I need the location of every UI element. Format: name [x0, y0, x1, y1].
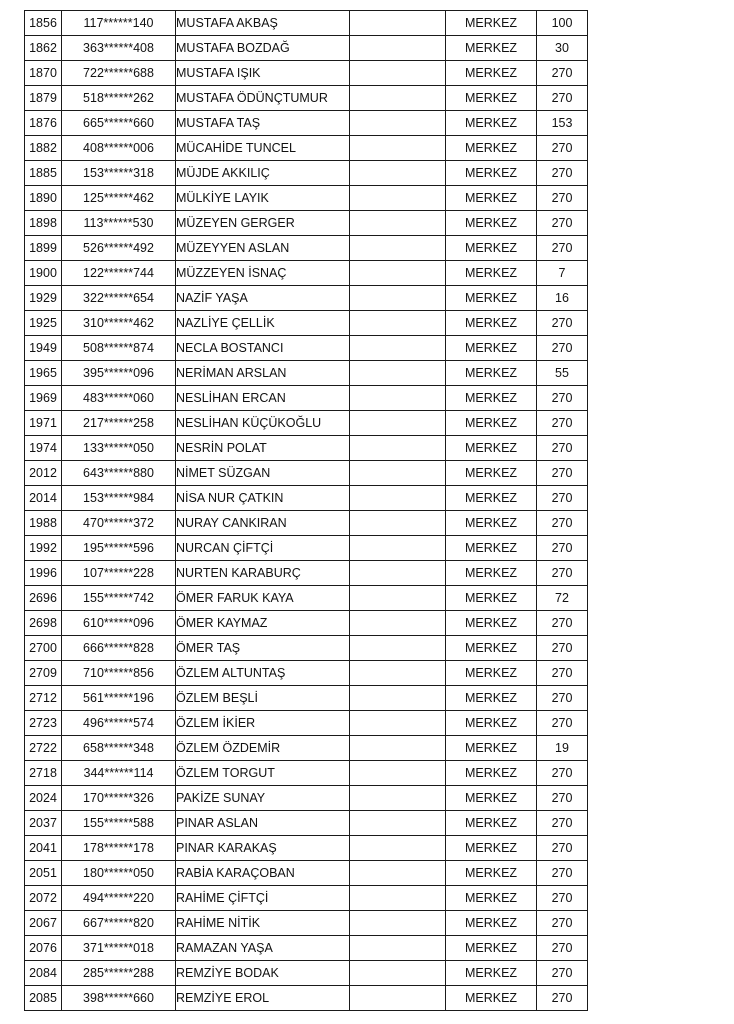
full-name: RAMAZAN YAŞA [176, 936, 350, 961]
row-number: 1974 [25, 436, 62, 461]
table-row [25, 911, 588, 936]
full-name: PAKİZE SUNAY [176, 786, 350, 811]
personnel-table [24, 10, 588, 1011]
full-name: MÜCAHİDE TUNCEL [176, 136, 350, 161]
unit-name: MERKEZ [446, 436, 537, 461]
table-row [25, 336, 588, 361]
amount-value: 270 [537, 436, 588, 461]
table-row [25, 361, 588, 386]
full-name: ÖMER KAYMAZ [176, 611, 350, 636]
empty-cell [350, 836, 446, 861]
empty-cell [350, 361, 446, 386]
masked-id-number: 395******096 [62, 361, 176, 386]
amount-value: 270 [537, 686, 588, 711]
masked-id-number: 561******196 [62, 686, 176, 711]
empty-cell [350, 36, 446, 61]
full-name: PINAR KARAKAŞ [176, 836, 350, 861]
amount-value: 270 [537, 236, 588, 261]
full-name: MUSTAFA BOZDAĞ [176, 36, 350, 61]
amount-value: 270 [537, 411, 588, 436]
table-row [25, 561, 588, 586]
full-name: REMZİYE BODAK [176, 961, 350, 986]
amount-value: 270 [537, 861, 588, 886]
full-name: NESLİHAN ERCAN [176, 386, 350, 411]
masked-id-number: 494******220 [62, 886, 176, 911]
empty-cell [350, 61, 446, 86]
unit-name: MERKEZ [446, 211, 537, 236]
masked-id-number: 496******574 [62, 711, 176, 736]
amount-value: 100 [537, 11, 588, 36]
masked-id-number: 217******258 [62, 411, 176, 436]
row-number: 2051 [25, 861, 62, 886]
amount-value: 270 [537, 886, 588, 911]
unit-name: MERKEZ [446, 86, 537, 111]
empty-cell [350, 436, 446, 461]
full-name: MÜLKİYE LAYIK [176, 186, 350, 211]
row-number: 2014 [25, 486, 62, 511]
full-name: ÖMER FARUK KAYA [176, 586, 350, 611]
row-number: 1882 [25, 136, 62, 161]
masked-id-number: 117******140 [62, 11, 176, 36]
unit-name: MERKEZ [446, 986, 537, 1011]
full-name: NİMET SÜZGAN [176, 461, 350, 486]
masked-id-number: 153******318 [62, 161, 176, 186]
full-name: ÖZLEM BEŞLİ [176, 686, 350, 711]
full-name: MUSTAFA ÖDÜNÇTUMUR [176, 86, 350, 111]
amount-value: 270 [537, 186, 588, 211]
row-number: 2712 [25, 686, 62, 711]
table-row [25, 536, 588, 561]
empty-cell [350, 161, 446, 186]
row-number: 1870 [25, 61, 62, 86]
empty-cell [350, 536, 446, 561]
masked-id-number: 285******288 [62, 961, 176, 986]
amount-value: 270 [537, 761, 588, 786]
table-body [25, 11, 588, 1011]
empty-cell [350, 961, 446, 986]
amount-value: 270 [537, 461, 588, 486]
empty-cell [350, 686, 446, 711]
empty-cell [350, 911, 446, 936]
table-row [25, 861, 588, 886]
empty-cell [350, 586, 446, 611]
table-row [25, 211, 588, 236]
table-row [25, 286, 588, 311]
amount-value: 270 [537, 161, 588, 186]
empty-cell [350, 86, 446, 111]
amount-value: 270 [537, 511, 588, 536]
masked-id-number: 658******348 [62, 736, 176, 761]
unit-name: MERKEZ [446, 786, 537, 811]
unit-name: MERKEZ [446, 411, 537, 436]
masked-id-number: 643******880 [62, 461, 176, 486]
unit-name: MERKEZ [446, 161, 537, 186]
unit-name: MERKEZ [446, 961, 537, 986]
table-row [25, 636, 588, 661]
empty-cell [350, 386, 446, 411]
amount-value: 270 [537, 486, 588, 511]
table-row [25, 611, 588, 636]
table-row [25, 986, 588, 1011]
row-number: 1992 [25, 536, 62, 561]
table-row [25, 736, 588, 761]
table-row [25, 236, 588, 261]
empty-cell [350, 186, 446, 211]
full-name: RABİA KARAÇOBAN [176, 861, 350, 886]
empty-cell [350, 786, 446, 811]
row-number: 1965 [25, 361, 62, 386]
masked-id-number: 153******984 [62, 486, 176, 511]
unit-name: MERKEZ [446, 811, 537, 836]
table-row [25, 11, 588, 36]
amount-value: 270 [537, 561, 588, 586]
amount-value: 16 [537, 286, 588, 311]
unit-name: MERKEZ [446, 386, 537, 411]
unit-name: MERKEZ [446, 761, 537, 786]
row-number: 2722 [25, 736, 62, 761]
unit-name: MERKEZ [446, 711, 537, 736]
masked-id-number: 526******492 [62, 236, 176, 261]
amount-value: 270 [537, 636, 588, 661]
table-row [25, 136, 588, 161]
table-row [25, 661, 588, 686]
full-name: NURCAN ÇİFTÇİ [176, 536, 350, 561]
amount-value: 270 [537, 611, 588, 636]
full-name: MÜZEYYEN ASLAN [176, 236, 350, 261]
amount-value: 270 [537, 61, 588, 86]
masked-id-number: 398******660 [62, 986, 176, 1011]
masked-id-number: 107******228 [62, 561, 176, 586]
full-name: NİSA NUR ÇATKIN [176, 486, 350, 511]
table-row [25, 961, 588, 986]
amount-value: 270 [537, 786, 588, 811]
amount-value: 270 [537, 336, 588, 361]
unit-name: MERKEZ [446, 661, 537, 686]
full-name: RAHİME ÇİFTÇİ [176, 886, 350, 911]
table-row [25, 261, 588, 286]
masked-id-number: 665******660 [62, 111, 176, 136]
row-number: 2067 [25, 911, 62, 936]
unit-name: MERKEZ [446, 136, 537, 161]
table-row [25, 311, 588, 336]
row-number: 2085 [25, 986, 62, 1011]
full-name: ÖZLEM ALTUNTAŞ [176, 661, 350, 686]
amount-value: 270 [537, 936, 588, 961]
masked-id-number: 155******742 [62, 586, 176, 611]
row-number: 2718 [25, 761, 62, 786]
empty-cell [350, 336, 446, 361]
masked-id-number: 113******530 [62, 211, 176, 236]
unit-name: MERKEZ [446, 486, 537, 511]
full-name: NERİMAN ARSLAN [176, 361, 350, 386]
unit-name: MERKEZ [446, 536, 537, 561]
amount-value: 270 [537, 986, 588, 1011]
table-row [25, 811, 588, 836]
masked-id-number: 483******060 [62, 386, 176, 411]
row-number: 1925 [25, 311, 62, 336]
unit-name: MERKEZ [446, 836, 537, 861]
masked-id-number: 122******744 [62, 261, 176, 286]
empty-cell [350, 261, 446, 286]
table-row [25, 786, 588, 811]
full-name: MÜJDE AKKILIÇ [176, 161, 350, 186]
empty-cell [350, 461, 446, 486]
empty-cell [350, 611, 446, 636]
empty-cell [350, 486, 446, 511]
row-number: 1996 [25, 561, 62, 586]
table-row [25, 86, 588, 111]
amount-value: 270 [537, 386, 588, 411]
amount-value: 270 [537, 136, 588, 161]
row-number: 1988 [25, 511, 62, 536]
table-row [25, 161, 588, 186]
full-name: MUSTAFA TAŞ [176, 111, 350, 136]
table-row [25, 586, 588, 611]
row-number: 2076 [25, 936, 62, 961]
empty-cell [350, 886, 446, 911]
masked-id-number: 408******006 [62, 136, 176, 161]
row-number: 2723 [25, 711, 62, 736]
row-number: 2698 [25, 611, 62, 636]
empty-cell [350, 636, 446, 661]
empty-cell [350, 561, 446, 586]
row-number: 1898 [25, 211, 62, 236]
masked-id-number: 155******588 [62, 811, 176, 836]
masked-id-number: 667******820 [62, 911, 176, 936]
empty-cell [350, 936, 446, 961]
empty-cell [350, 311, 446, 336]
table-row [25, 686, 588, 711]
unit-name: MERKEZ [446, 686, 537, 711]
row-number: 2037 [25, 811, 62, 836]
empty-cell [350, 986, 446, 1011]
amount-value: 55 [537, 361, 588, 386]
empty-cell [350, 661, 446, 686]
row-number: 1969 [25, 386, 62, 411]
empty-cell [350, 811, 446, 836]
masked-id-number: 710******856 [62, 661, 176, 686]
empty-cell [350, 711, 446, 736]
row-number: 2012 [25, 461, 62, 486]
amount-value: 270 [537, 661, 588, 686]
amount-value: 270 [537, 961, 588, 986]
full-name: NECLA BOSTANCI [176, 336, 350, 361]
full-name: NESLİHAN KÜÇÜKOĞLU [176, 411, 350, 436]
unit-name: MERKEZ [446, 911, 537, 936]
unit-name: MERKEZ [446, 286, 537, 311]
unit-name: MERKEZ [446, 36, 537, 61]
amount-value: 270 [537, 536, 588, 561]
masked-id-number: 518******262 [62, 86, 176, 111]
empty-cell [350, 286, 446, 311]
masked-id-number: 180******050 [62, 861, 176, 886]
empty-cell [350, 736, 446, 761]
empty-cell [350, 511, 446, 536]
table-row [25, 761, 588, 786]
table-row [25, 711, 588, 736]
full-name: ÖMER TAŞ [176, 636, 350, 661]
table-row [25, 111, 588, 136]
row-number: 1899 [25, 236, 62, 261]
masked-id-number: 344******114 [62, 761, 176, 786]
row-number: 1885 [25, 161, 62, 186]
row-number: 2084 [25, 961, 62, 986]
full-name: NESRİN POLAT [176, 436, 350, 461]
empty-cell [350, 411, 446, 436]
full-name: ÖZLEM ÖZDEMİR [176, 736, 350, 761]
table-row [25, 461, 588, 486]
amount-value: 270 [537, 911, 588, 936]
unit-name: MERKEZ [446, 361, 537, 386]
row-number: 2041 [25, 836, 62, 861]
full-name: NURTEN KARABURÇ [176, 561, 350, 586]
row-number: 1900 [25, 261, 62, 286]
full-name: RAHİME NİTİK [176, 911, 350, 936]
row-number: 1876 [25, 111, 62, 136]
masked-id-number: 508******874 [62, 336, 176, 361]
amount-value: 270 [537, 211, 588, 236]
full-name: ÖZLEM İKİER [176, 711, 350, 736]
unit-name: MERKEZ [446, 61, 537, 86]
masked-id-number: 178******178 [62, 836, 176, 861]
full-name: NAZİF YAŞA [176, 286, 350, 311]
amount-value: 72 [537, 586, 588, 611]
row-number: 2700 [25, 636, 62, 661]
masked-id-number: 170******326 [62, 786, 176, 811]
table-row [25, 61, 588, 86]
unit-name: MERKEZ [446, 336, 537, 361]
full-name: MUSTAFA IŞIK [176, 61, 350, 86]
masked-id-number: 371******018 [62, 936, 176, 961]
empty-cell [350, 211, 446, 236]
empty-cell [350, 761, 446, 786]
unit-name: MERKEZ [446, 736, 537, 761]
full-name: MÜZZEYEN İSNAÇ [176, 261, 350, 286]
table-row [25, 436, 588, 461]
row-number: 1971 [25, 411, 62, 436]
table-row [25, 411, 588, 436]
amount-value: 270 [537, 811, 588, 836]
full-name: PINAR ASLAN [176, 811, 350, 836]
table-row [25, 886, 588, 911]
full-name: REMZİYE EROL [176, 986, 350, 1011]
masked-id-number: 363******408 [62, 36, 176, 61]
row-number: 2024 [25, 786, 62, 811]
full-name: NAZLİYE ÇELLİK [176, 311, 350, 336]
row-number: 2696 [25, 586, 62, 611]
unit-name: MERKEZ [446, 511, 537, 536]
amount-value: 7 [537, 261, 588, 286]
row-number: 1890 [25, 186, 62, 211]
masked-id-number: 610******096 [62, 611, 176, 636]
amount-value: 153 [537, 111, 588, 136]
unit-name: MERKEZ [446, 186, 537, 211]
row-number: 2709 [25, 661, 62, 686]
empty-cell [350, 136, 446, 161]
amount-value: 30 [537, 36, 588, 61]
row-number: 1856 [25, 11, 62, 36]
unit-name: MERKEZ [446, 11, 537, 36]
masked-id-number: 195******596 [62, 536, 176, 561]
masked-id-number: 133******050 [62, 436, 176, 461]
unit-name: MERKEZ [446, 111, 537, 136]
empty-cell [350, 861, 446, 886]
empty-cell [350, 111, 446, 136]
empty-cell [350, 236, 446, 261]
table-row [25, 836, 588, 861]
row-number: 1862 [25, 36, 62, 61]
amount-value: 270 [537, 836, 588, 861]
row-number: 1929 [25, 286, 62, 311]
masked-id-number: 310******462 [62, 311, 176, 336]
table-row [25, 386, 588, 411]
amount-value: 270 [537, 86, 588, 111]
full-name: NURAY CANKIRAN [176, 511, 350, 536]
masked-id-number: 322******654 [62, 286, 176, 311]
unit-name: MERKEZ [446, 886, 537, 911]
table-row [25, 486, 588, 511]
full-name: ÖZLEM TORGUT [176, 761, 350, 786]
table-row [25, 936, 588, 961]
table-row [25, 186, 588, 211]
full-name: MÜZEYEN GERGER [176, 211, 350, 236]
unit-name: MERKEZ [446, 311, 537, 336]
unit-name: MERKEZ [446, 236, 537, 261]
unit-name: MERKEZ [446, 461, 537, 486]
masked-id-number: 722******688 [62, 61, 176, 86]
unit-name: MERKEZ [446, 861, 537, 886]
unit-name: MERKEZ [446, 611, 537, 636]
masked-id-number: 470******372 [62, 511, 176, 536]
table-row [25, 511, 588, 536]
amount-value: 270 [537, 311, 588, 336]
amount-value: 270 [537, 711, 588, 736]
row-number: 1879 [25, 86, 62, 111]
table-row [25, 36, 588, 61]
unit-name: MERKEZ [446, 586, 537, 611]
full-name: MUSTAFA AKBAŞ [176, 11, 350, 36]
row-number: 1949 [25, 336, 62, 361]
unit-name: MERKEZ [446, 636, 537, 661]
amount-value: 19 [537, 736, 588, 761]
row-number: 2072 [25, 886, 62, 911]
unit-name: MERKEZ [446, 561, 537, 586]
masked-id-number: 125******462 [62, 186, 176, 211]
unit-name: MERKEZ [446, 261, 537, 286]
masked-id-number: 666******828 [62, 636, 176, 661]
unit-name: MERKEZ [446, 936, 537, 961]
empty-cell [350, 11, 446, 36]
